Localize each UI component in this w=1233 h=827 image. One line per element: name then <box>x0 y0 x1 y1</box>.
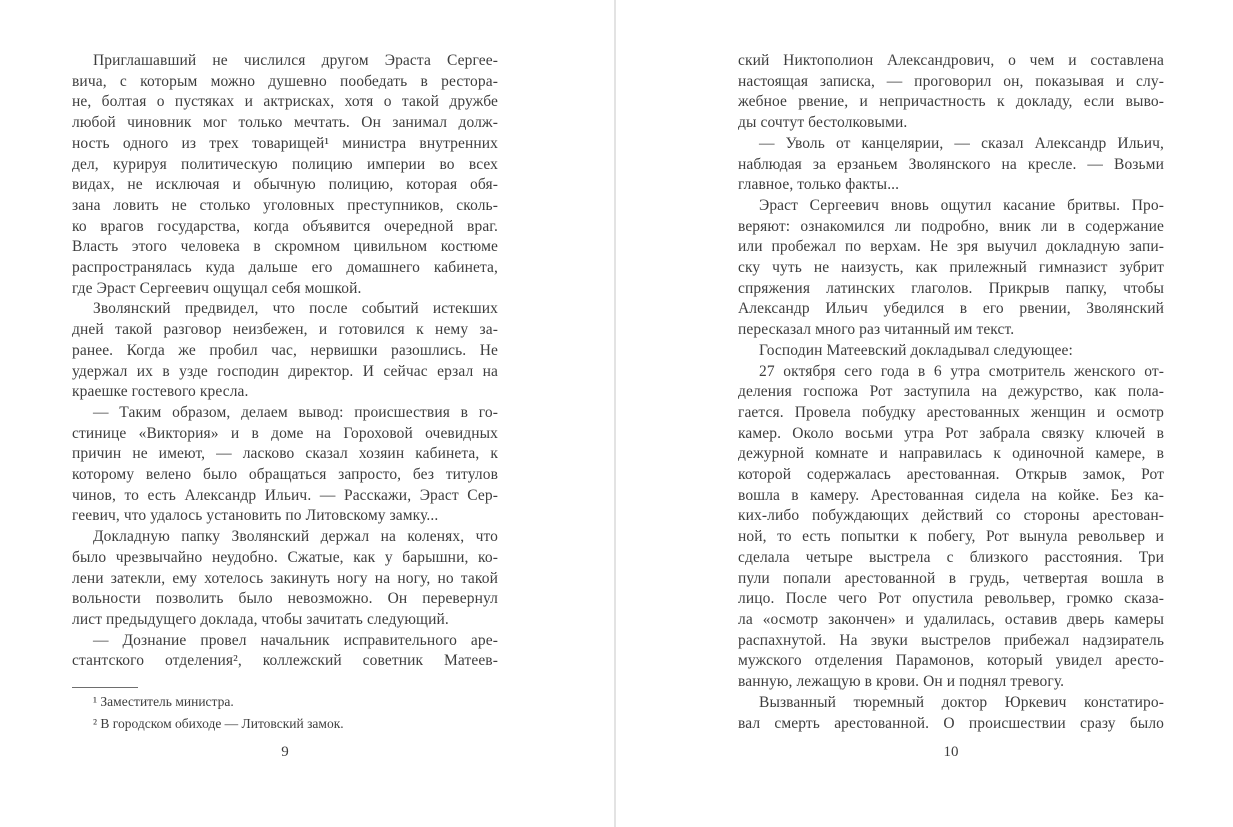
text-line: геевич, что удалось установить по Литовскому замку... <box>72 507 439 525</box>
text-line: ной, то есть попытки к побегу, Рот вынула револьвер и <box>738 528 1164 546</box>
text-line: камер. Около восьми утра Рот забрала связку ключей в <box>738 424 1164 442</box>
paragraph <box>72 403 498 527</box>
text-line: стантского отделения², коллежский советник Матеев- <box>72 652 498 670</box>
text-line: ску чуть не наизусть, как прилежный гимназист зубрит <box>738 259 1164 277</box>
text-line: Вызванный тюремный доктор Юркевич констатиро- <box>759 693 1164 711</box>
text-line: вошла в камеру. Арестованная сидела на койке. Без ка- <box>738 486 1164 504</box>
paragraph <box>738 196 1164 341</box>
text-line: лист предыдущего доклада, чтобы зачитать следующий. <box>72 610 449 628</box>
text-line: Эраст Сергеевич вновь ощутил касание бритвы. Про- <box>759 196 1164 214</box>
paragraph <box>72 51 498 299</box>
page-right-text <box>738 51 1164 734</box>
text-line: мужского отделения Парамонов, который увидел аресто- <box>738 652 1164 670</box>
text-line: дней такой разговор неизбежен, и готовился к нему за- <box>72 321 498 339</box>
text-line: вича, с которым можно душевно пообедать в рестора- <box>72 72 498 90</box>
text-line: чинов, то есть Александр Ильич. — Расскажи, Эраст Сер- <box>72 486 498 504</box>
text-line: — Таким образом, делаем вывод: происшествия в го- <box>93 403 498 421</box>
page-left-text <box>72 51 498 672</box>
text-line: ды сочтут бестолковыми. <box>738 114 908 132</box>
text-line: которой содержалась арестованная. Открыв замок, Рот <box>738 466 1164 484</box>
text-line: спряжения латинских глаголов. Прикрыв папку, чтобы <box>738 279 1164 297</box>
text-line: пули попали арестованной в грудь, четвертая вошла в <box>738 569 1164 587</box>
page-right <box>738 0 1164 827</box>
text-line: вольности позволить было невозможно. Он перевернул <box>72 590 498 608</box>
text-line: главное, только факты... <box>738 176 900 194</box>
text-line: удержал их в узде господин директор. И сейчас ерзал на <box>72 362 498 380</box>
text-line: сделала четыре выстрела с близкого расстояния. Три <box>738 548 1164 566</box>
text-line: стинице «Виктория» и в доме на Гороховой очевидных <box>72 424 498 442</box>
text-line: дежурной комнате и направилась к одиночной камере, в <box>738 445 1164 463</box>
text-line: лени затекли, ему хотелось закинуть ногу на ногу, но такой <box>72 569 498 587</box>
text-line: ла «осмотр закончен» и удалилась, оставив дверь камеры <box>738 610 1164 628</box>
text-line: гается. Провела побудку арестованных женщин и осмотр <box>738 403 1164 421</box>
page-gutter-divider <box>614 0 616 827</box>
text-line: было чрезвычайно неудобно. Сжатые, как у барышни, ко- <box>72 548 498 566</box>
paragraph <box>72 631 498 672</box>
text-line: ранее. Когда же пробил час, нервишки разошлись. Не <box>72 341 498 359</box>
paragraph <box>72 299 498 403</box>
page-left <box>72 0 498 827</box>
text-line: настоящая записка, — проговорил он, показывая и слу- <box>738 72 1164 90</box>
text-line: распространялась куда дальше его домашнего кабинета, <box>72 259 498 277</box>
footnotes <box>72 691 498 735</box>
text-line: Зволянский предвидел, что после событий истекших <box>93 300 498 318</box>
paragraph <box>738 51 1164 134</box>
text-line: распахнутой. На звуки выстрелов прибежал надзиратель <box>738 631 1164 649</box>
text-line: причин не имеют, — ласково сказал хозяин кабинета, к <box>72 445 498 463</box>
text-line: ких-либо побуждающих действий со стороны арестован- <box>738 507 1164 525</box>
text-line: ский Никтополион Александрович, о чем и составлена <box>738 52 1164 69</box>
text-line: Приглашавший не числился другом Эраста Сергее- <box>93 52 498 69</box>
text-line: не, болтая о пустяках и актрисках, хотя о такой дружбе <box>72 93 498 111</box>
text-line: лицо. После чего Рот опустила револьвер, громко сказа- <box>738 590 1164 608</box>
text-line: веряют: ознакомился ли подробно, вник ли в содержание <box>738 217 1164 235</box>
text-line: ность одного из трех товарищей¹ министра внутренних <box>72 134 498 152</box>
text-line: вал смерть арестованной. О происшествии сразу было <box>738 714 1164 732</box>
text-line: — Дознание провел начальник исправительного аре- <box>93 631 498 649</box>
page-number-right: 10 <box>943 744 959 760</box>
paragraph <box>72 527 498 631</box>
text-line: ванную, лежащую в крови. Он и поднял тревогу. <box>738 673 1065 691</box>
text-line: зана ловить не столько уголовных преступников, сколь- <box>72 196 498 214</box>
paragraph <box>738 341 1164 362</box>
text-line: ко врагов государства, когда объявится очередной враг. <box>72 217 498 235</box>
text-line: деления госпожа Рот заступила на дежурство, как пола- <box>738 383 1164 401</box>
page-number-left: 9 <box>281 744 289 760</box>
text-line: пересказал много раз читанный им текст. <box>738 321 1015 339</box>
paragraph <box>738 693 1164 734</box>
text-line: или пробежал по верхам. Не зря выучил докладную запи- <box>738 238 1164 256</box>
footnote-line: ² В городском обиходе — Литовский замок. <box>93 716 344 731</box>
text-line: любой чиновник мог только мечтать. Он занимал долж- <box>72 114 498 132</box>
text-line: краешке гостевого кресла. <box>72 383 249 401</box>
text-line: жебное рвение, и непричастность к докладу, если выво- <box>738 93 1164 111</box>
text-line: дел, курируя политическую полицию империи во всех <box>72 155 498 173</box>
paragraph <box>738 362 1164 693</box>
text-line: Александр Ильич убедился в его рвении, Зволянский <box>738 300 1164 318</box>
footnote-separator <box>72 687 138 688</box>
text-line: видах, не исключая и обычную полицию, которая обя- <box>72 176 498 194</box>
paragraph <box>738 134 1164 196</box>
text-line: которому велено было обращаться запросто, без титулов <box>72 466 498 484</box>
footnote-line: ¹ Заместитель министра. <box>93 694 234 709</box>
text-line: Господин Матеевский докладывал следующее: <box>759 341 1073 359</box>
text-line: 27 октября сего года в 6 утра смотритель женского от- <box>759 362 1164 380</box>
text-line: — Уволь от канцелярии, — сказал Александр Ильич, <box>759 134 1164 152</box>
text-line: Докладную папку Зволянский держал на коленях, что <box>93 528 498 546</box>
text-line: наблюдая за ерзаньем Зволянского на кресле. — Возьми <box>738 155 1164 173</box>
text-line: где Эраст Сергеевич ощущал себя мошкой. <box>72 279 362 297</box>
text-line: Власть этого человека в скромном цивильном костюме <box>72 238 498 256</box>
